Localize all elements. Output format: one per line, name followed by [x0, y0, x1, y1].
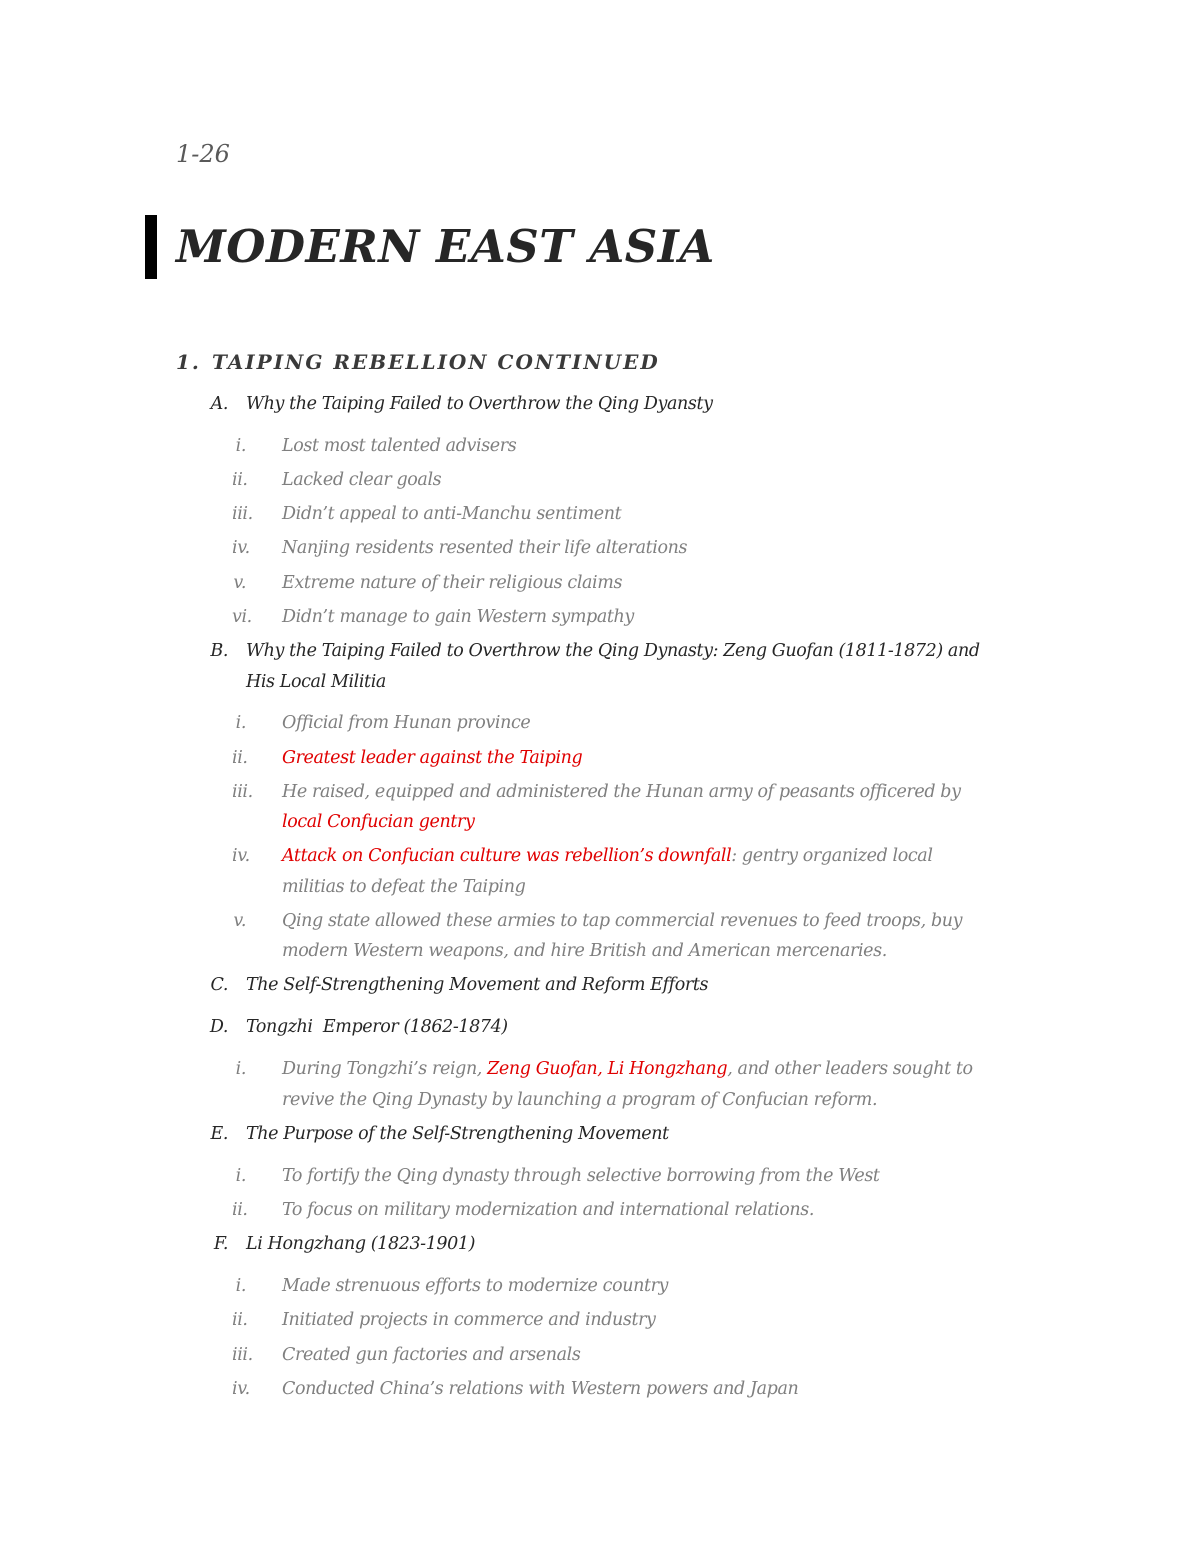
- subsection-marker: E.: [210, 1124, 228, 1144]
- item-text-highlight: Greatest leader against the Taiping: [282, 748, 583, 768]
- subsection-title: The Purpose of the Self-Strengthening Movement: [246, 1124, 669, 1144]
- item-text: During Tongzhi’s reign,: [282, 1059, 488, 1079]
- item-text: Qing state allowed these armies to tap commercial revenues to feed troops, buy: [282, 911, 963, 931]
- subsection-marker: F.: [213, 1234, 228, 1254]
- item-marker: ii.: [232, 1310, 248, 1330]
- page-date: 1-26: [176, 140, 230, 168]
- item-text: , and other leaders sought to: [727, 1059, 973, 1079]
- item-text: Initiated projects in commerce and industry: [282, 1310, 656, 1330]
- item-text: Didn’t manage to gain Western sympathy: [282, 607, 634, 627]
- item-text: militias to defeat the Taiping: [282, 877, 526, 897]
- list-item: [232, 1340, 581, 1371]
- item-marker: iii.: [232, 1345, 253, 1365]
- list-item: [233, 568, 623, 599]
- subsection-title: Why the Taiping Failed to Overthrow the Qing Dynasty: Zeng Guofan (1811-1872) and: [246, 641, 980, 661]
- list-item: [232, 499, 622, 530]
- subsection-title: Tongzhi Emperor (1862-1874): [246, 1017, 508, 1037]
- item-text-highlight: local Confucian gentry: [282, 812, 475, 832]
- item-text: Didn’t appeal to anti-Manchu sentiment: [282, 504, 622, 524]
- list-item: [232, 841, 933, 872]
- subsection-heading-continued: [246, 667, 386, 698]
- item-text: Conducted China’s relations with Western powers and Japan: [282, 1379, 799, 1399]
- item-marker: v.: [233, 573, 246, 593]
- item-marker: iii.: [232, 782, 253, 802]
- list-item-continued: [282, 936, 887, 967]
- subsection-marker: B.: [210, 641, 228, 661]
- item-text-highlight: Attack on Confucian culture was rebellion’s downfall: [282, 846, 732, 866]
- item-text-highlight: Zeng Guofan, Li Hongzhang: [487, 1059, 728, 1079]
- subsection-heading: [213, 1229, 476, 1260]
- list-item: [232, 743, 583, 774]
- list-item: [235, 1271, 669, 1302]
- list-item: [235, 1054, 973, 1085]
- list-item: [233, 906, 963, 937]
- list-item: [235, 1161, 880, 1192]
- list-item-continued: [282, 1085, 877, 1116]
- subsection-marker: D.: [209, 1017, 228, 1037]
- section-number: 1.: [176, 350, 201, 374]
- list-item-continued: [282, 872, 525, 903]
- subsection-marker: A.: [210, 394, 228, 414]
- item-marker: iv.: [232, 846, 250, 866]
- page-title: MODERN EAST ASIA: [176, 220, 715, 273]
- item-marker: i.: [235, 1166, 246, 1186]
- subsection-title: His Local Militia: [246, 672, 386, 692]
- subsection-title: Why the Taiping Failed to Overthrow the Qing Dyansty: [246, 394, 713, 414]
- subsection-heading: [210, 970, 709, 1001]
- list-item: [235, 431, 517, 462]
- item-marker: i.: [235, 1276, 246, 1296]
- item-text: Nanjing residents resented their life alterations: [282, 538, 688, 558]
- list-item: [232, 602, 634, 633]
- item-text: Extreme nature of their religious claims: [282, 573, 623, 593]
- subsection-title: Li Hongzhang (1823-1901): [246, 1234, 476, 1254]
- subsection-title: The Self-Strengthening Movement and Reform Efforts: [246, 975, 709, 995]
- item-text: Created gun factories and arsenals: [282, 1345, 581, 1365]
- item-marker: i.: [235, 436, 246, 456]
- item-text: revive the Qing Dynasty by launching a program of Confucian reform.: [282, 1090, 878, 1110]
- list-item: [232, 465, 442, 496]
- list-item: [232, 1305, 656, 1336]
- subsection-heading: [210, 636, 980, 667]
- list-item: [232, 1374, 799, 1405]
- item-marker: ii.: [232, 748, 248, 768]
- title-accent-bar: [145, 215, 157, 279]
- item-text: To fortify the Qing dynasty through selective borrowing from the West: [282, 1166, 880, 1186]
- list-item: [232, 1195, 815, 1226]
- item-text: He raised, equipped and administered the Hunan army of peasants officered by: [282, 782, 961, 802]
- item-text: modern Western weapons, and hire British and American mercenaries.: [282, 941, 887, 961]
- item-text: Lacked clear goals: [282, 470, 442, 490]
- item-marker: iv.: [232, 538, 250, 558]
- subsection-heading: [209, 1012, 508, 1043]
- item-text: : gentry organized local: [731, 846, 933, 866]
- item-marker: iii.: [232, 504, 253, 524]
- subsection-marker: C.: [210, 975, 228, 995]
- section-title: TAIPING REBELLION CONTINUED: [212, 350, 660, 374]
- list-item: [232, 533, 688, 564]
- item-marker: ii.: [232, 1200, 248, 1220]
- item-marker: ii.: [232, 470, 248, 490]
- section-heading: [176, 350, 660, 374]
- item-text: To focus on military modernization and international relations.: [282, 1200, 815, 1220]
- item-text: Official from Hunan province: [282, 713, 531, 733]
- item-text: Made strenuous efforts to modernize country: [282, 1276, 669, 1296]
- item-marker: iv.: [232, 1379, 250, 1399]
- list-item: [232, 777, 961, 808]
- subsection-heading: [210, 1119, 669, 1150]
- list-item-continued: [282, 807, 474, 838]
- item-marker: i.: [235, 713, 246, 733]
- item-marker: i.: [235, 1059, 246, 1079]
- list-item: [235, 708, 531, 739]
- item-marker: v.: [233, 911, 246, 931]
- subsection-heading: [210, 389, 713, 420]
- item-text: Lost most talented advisers: [282, 436, 517, 456]
- item-marker: vi.: [232, 607, 252, 627]
